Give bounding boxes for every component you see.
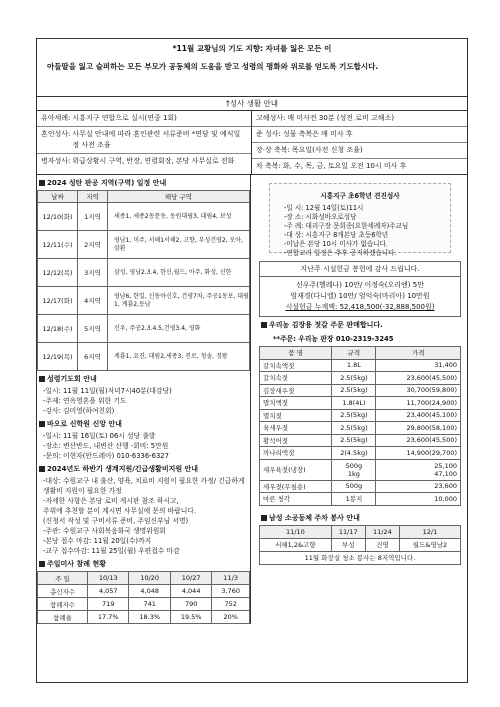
- visit-heading: 2024 성탄 판공 지역(구역) 일정 안내: [37, 175, 250, 190]
- guide-item: 장·상 축복: 목요일(사전 신청 조율): [252, 143, 467, 159]
- table-row: 서해1,2&고향 부성 건영 월드&영남2: [259, 538, 460, 551]
- confirmation-notice: 시흥지구 초6학년 견진성사 -일 시: 12월 14일(토)11시 -장 소: 시화성바오로성당 -주 례: 대리구장 문희종(요한세례자)주교님 -대 상: 시흥지구 8개본당 초등6학년 -미납은 본당 10시 미사가 없습니다. -연합교리 일정은 추후 공지하겠습니다.: [269, 183, 451, 253]
- table-row: 총신자수 4,057 4,048 4,044 3,760: [38, 585, 250, 598]
- prayer-info: -일시: 11월 11일(월)저녁7시40분(대강당) -주제: 연옥영혼을 위한 기도 -강사: 김미영(하여친회): [43, 387, 172, 415]
- sales-contact: **주문: 우리농 판장 010-2319-3245: [272, 335, 394, 343]
- guide-left: [37, 111, 252, 174]
- attendance-table: 주 일 10/13 10/20 10/27 11/3 총신자수 4,057 4,048 4,044 3,760 참례자수 719 741 790 752 참례율 17.7% 18.3% 19.5% 20%: [37, 571, 250, 624]
- table-row: 멸치젓 2.5(5kg) 23,400(45,100): [259, 409, 460, 422]
- square-bullet-icon: [39, 376, 45, 382]
- sales-table: 품 명 규격 가격 갈치속액젓 1.8L 31,400 갈치속젓 2.5(5kg) 23,600(45,500) 김장새우젓 2.5(5kg) 30,700(59,800) 멸치액젓 1.8(4L) 11,700(24,900) 멸치젓 2.5(5kg) 23,400(45,100) 육새우젓 2.5(5kg) 29,800(58,100) 황석어젓 2.5(5kg) 23,600(45,500) 까나리액젓 2(4.5kg) 14,900(29,700) 새우육젓(냉장) 500g 1kg 25,100 47,100 새우젓(무침용) 500g 23,600 마른 청각 1봉지 10,000: [259, 346, 461, 506]
- guide-item: 유아세례: 시흥지구 연합으로 실시(연중 1회): [37, 111, 251, 127]
- table-row: 12/18(수) 5지역 신우, 주공2.3.4.5,건영3.4, 영화: [38, 315, 250, 343]
- table-row: 황석어젓 2.5(5kg) 23,600(45,500): [259, 434, 460, 447]
- square-bullet-icon: [39, 466, 45, 472]
- donation-thanks: 지난주 시설헌금 봉헌에 감사 드립니다. 선우주(헬레나) 10만/ 이정숙(오리엔) 5만 엄재경(다니엘) 10만/ 엄익숙(마리아) 10만원 시설헌금 누계액: 52,418,500(-32,888,500원): [259, 261, 461, 317]
- square-bullet-icon: [261, 515, 267, 521]
- square-bullet-icon: [39, 561, 45, 567]
- table-row: 갈치속액젓 1.8L 31,400: [259, 359, 460, 372]
- table-row: 12/11(수) 2지역 영남1, 미주, 서해1서해2, 고향, 부성건영2, 모아, 삼환: [38, 231, 250, 259]
- attendance-heading: 주일미사 참례 현황: [37, 556, 250, 571]
- guide-item: 병자성사: 위급상황시 구역, 반장, 연령회장, 본당 사무실로 전화: [41, 157, 235, 165]
- pope-intention: [37, 39, 467, 97]
- table-row: 12/17(화) 4지역 영남6, 한일, 신동아신호, 건영7차, 주공1동보, 대림1, 계룡2,동남: [38, 287, 250, 315]
- guide-item: 준 성사: 성물 축복은 매 미사 후: [252, 127, 467, 143]
- parking-table: 11/10 11/17 11/24 12/1 서해1,2&고향 부성 건영 월드&영남2 11월 화장실 청소 봉사는 8지역입니다.: [259, 525, 461, 565]
- table-row: 참례자수 719 741 790 752: [38, 598, 250, 611]
- table-row: 김장새우젓 2.5(5kg) 30,700(59,800): [259, 384, 460, 397]
- table-row: 육새우젓 2.5(5kg) 29,800(58,100): [259, 422, 460, 435]
- intention-title: *11월 교황님의 기도 지향: 자녀를 잃은 모든 이: [172, 44, 332, 53]
- intention-body: 아들딸을 잃고 슬퍼하는 모든 부모가 공동체의 도움을 받고 성령의 평화와 위로를 얻도록 기도합시다.: [47, 62, 379, 71]
- table-row: 참례율 17.7% 18.3% 19.5% 20%: [38, 611, 250, 624]
- support-info: -대상: 수원교구 내 출산, 양육, 치료비 지원이 필요한 가정/ 긴급하게 생활비 지원이 필요한 가정 -자세한 사항은 본당 로비 게시판 참조 하시고, 주위에 추천할 분이 계시면 사무실에 문의 바랍니다. (신청서 작성 및 구비서류 준비, 주임신부님 서명) -주관: 수원교구 사회복음화국 생명위원회 -본당 접수 마감: 11월 20일(수)까지 -교구 접수마감: 11월 25일(월) 우편접수 마감: [43, 477, 245, 555]
- square-bullet-icon: [261, 322, 267, 328]
- square-bullet-icon: [39, 421, 45, 427]
- table-row: 12/10(화) 1지역 세종1, 세종2동문동, 동원대림3, 대림4, 보성: [38, 203, 250, 231]
- table-row: 멸치액젓 1.8(4L) 11,700(24,900): [259, 397, 460, 410]
- table-row: 까나리액젓 2(4.5kg) 14,900(29,700): [259, 447, 460, 460]
- prayer-heading: 성령기도회 안내: [37, 371, 250, 386]
- right-column: [251, 175, 467, 624]
- left-column: [37, 175, 251, 624]
- table-row: 갈치속젓 2.5(5kg) 23,600(45,500): [259, 372, 460, 385]
- visit-table: 날짜 지역 해당 구역 12/10(화) 1지역 세종1, 세종2동문동, 동원대림3, 대림4, 보성 12/11(수) 2지역 영남1, 미주, 서해1서해2, 고향, 부성건영2, 모아, 삼환 12/12(목) 3지역 삼성, 영남2.3.4, 한신,월드, 아주, 화성, 신한 12/17(화) 4지역 영남6, 한일, 신동아신호, 건영7차, 주공1동보, 대림1, 계룡2,동남 12/18(수) 5지역 신우, 주공2.3.4.5,건영3.4, 영화 12/19(목) 6지역 계룡1, 요진, 대림2,세종3, 진로, 청솔, 정왕: [37, 190, 250, 371]
- table-row: 11월 화장실 청소 봉사는 8지역입니다.: [259, 551, 460, 564]
- guide-item: 차 축복: 화, 수, 목, 금, 토요일 오전 10시 미사 후: [256, 162, 407, 170]
- support-heading: 2024년도 하반기 생계지원/긴급생활비지원 안내: [37, 461, 250, 476]
- table-row: 12/19(목) 6지역 계룡1, 요진, 대림2,세종3, 진로, 청솔, 정왕: [38, 343, 250, 371]
- bulletin-page: [36, 38, 468, 683]
- sacrament-header: †성사 생활 안내: [37, 97, 467, 111]
- parking-heading: 남성 소공동체 주차 봉사 안내: [259, 510, 461, 525]
- guide-item: 혼인성사: 사무실 안내에 따라 혼인관련 서류준비 *면담 및 예식일정 사전 조율: [37, 127, 251, 154]
- sacrament-guide: [37, 111, 467, 175]
- guide-right: [252, 111, 467, 174]
- table-row: 새우젓(무침용) 500g 23,600: [259, 480, 460, 493]
- table-row: 12/12(목) 3지역 삼성, 영남2.3.4, 한신,월드, 아주, 화성, 신한: [38, 259, 250, 287]
- guide-item: 고해성사: 매 미사전 30분 (성전 로비 고해소): [252, 111, 467, 127]
- trip-info: -일시: 11월 16일(토) 06시 성당 출발 -장소: 변산반도, 내변산 산행 -회비: 5만원 -문의: 이현자(안드레아) 010-6336-6327: [43, 432, 169, 460]
- square-bullet-icon: [39, 180, 45, 186]
- sales-heading: 우리농 김장용 젓갈 주문 판매합니다.: [259, 317, 461, 332]
- table-row: 새우육젓(냉장) 500g 1kg 25,100 47,100: [259, 459, 460, 480]
- table-row: 마른 청각 1봉지 10,000: [259, 493, 460, 506]
- trip-heading: 바오로 신학원 신앙 안내: [37, 416, 250, 431]
